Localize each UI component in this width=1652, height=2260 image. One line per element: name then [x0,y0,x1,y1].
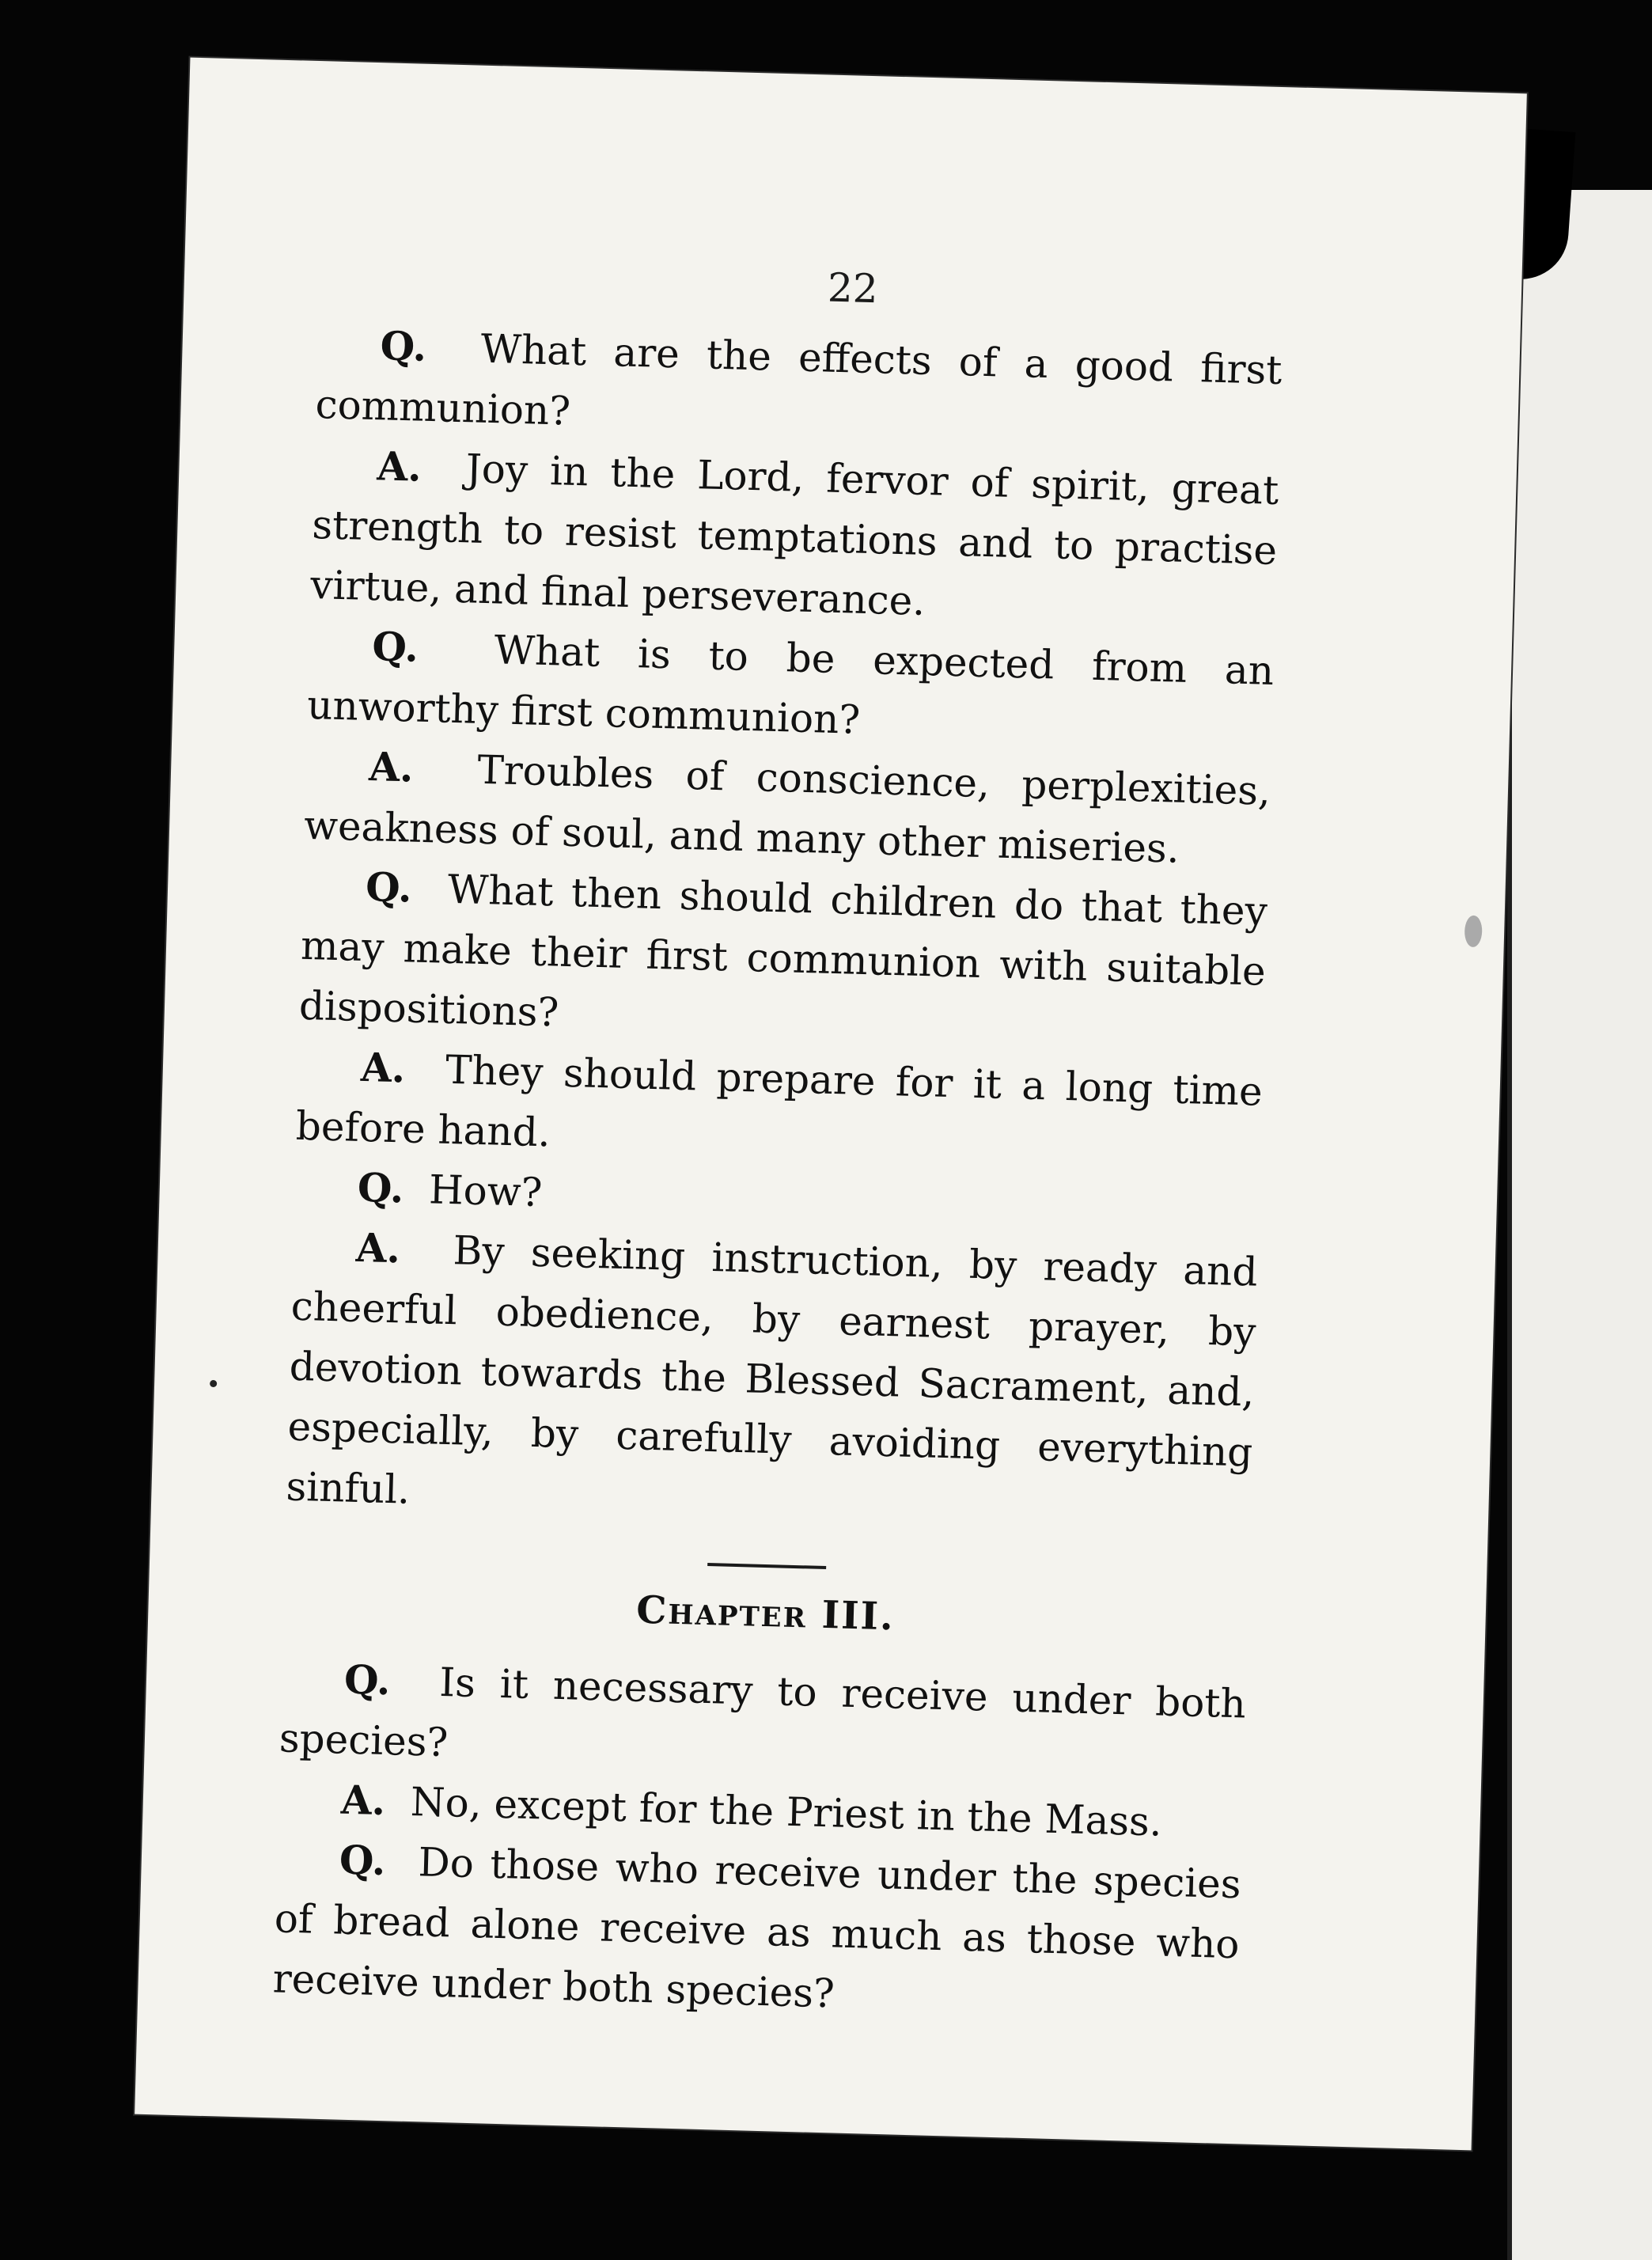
page-text [272,314,1283,2034]
paragraph-label: Q. [365,863,413,912]
answer-paragraph [286,1216,1259,1543]
paragraph-label: Q. [343,1655,392,1704]
paper-speck [1464,916,1483,948]
adjacent-page-edge [1507,190,1652,2260]
paragraph-text: Is it necessary to receive under both species? [278,1659,1247,1766]
paragraph-text: What are the effects of a good first communion? [314,325,1283,434]
paragraph-label: A. [340,1776,386,1825]
chapter-block [282,1552,1249,1657]
paragraph-label: A. [368,743,415,791]
paragraph-label: A. [360,1043,407,1092]
paragraph-label: Q. [379,322,427,370]
paragraph-text: They should prepare for it a long time before hand. [295,1046,1264,1156]
paragraph-label: A. [355,1223,401,1272]
paragraph-label: Q. [371,623,419,671]
book-page [135,58,1527,2151]
answer-paragraph [309,434,1279,641]
paragraph-text: Joy in the Lord, fervor of spirit, great strength to resist temptations and to practise virtue, and final perseverance. [309,446,1279,624]
paragraph-text: What then should children do that they may make their first communion with suitable dispositions? [298,866,1268,1036]
paragraph-text: What is to be expected from an unworthy first communion? [306,627,1275,743]
chapter-heading: Chapter III. [635,1587,896,1640]
paragraph-label: A. [376,442,422,491]
question-paragraph [272,1828,1242,2034]
paragraph-text: How? [428,1166,544,1216]
question-paragraph [298,855,1268,1062]
paragraph-label: Q. [357,1163,405,1212]
paper-speck [210,1380,217,1387]
page-number: 22 [827,264,879,313]
paragraph-text: No, except for the Priest in the Mass. [410,1778,1163,1845]
paragraph-text: Do those who receive under the species of bread alone receive as much as those who receive under both species? [272,1839,1242,2017]
paragraph-label: Q. [339,1836,387,1885]
chapter-rule [707,1563,826,1569]
paragraph-text: Troubles of conscience, perplexities, weakness of soul, and many other miseries. [303,746,1271,872]
paragraph-text: By seeking instruction, by ready and cheerful obedience, by earnest prayer, by devotion towards the Blessed Sacrament, and, especially, by carefully avoiding everything sinful. [285,1227,1259,1513]
